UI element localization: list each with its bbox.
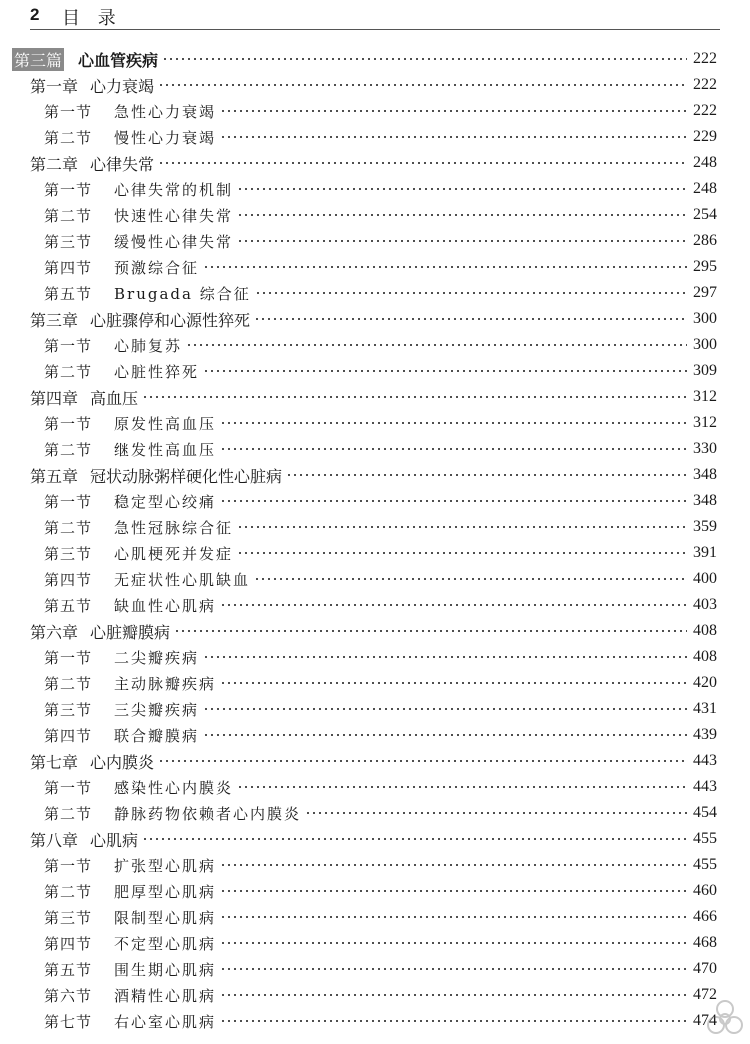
dot-leader (174, 630, 687, 632)
dot-leader (220, 500, 687, 502)
entry-number: 第二节 (44, 518, 93, 537)
dot-leader (237, 188, 687, 190)
dot-leader (220, 448, 687, 450)
entry-title: 继发性高血压 (114, 440, 217, 459)
entry-number: 第七章 (30, 752, 79, 772)
entry-page-number: 300 (693, 310, 717, 327)
entry-title: 急性心力衰竭 (114, 102, 217, 121)
entry-number: 第二节 (44, 128, 93, 147)
entry-title: Brugada 综合征 (114, 284, 251, 303)
entry-number: 第二节 (44, 362, 93, 381)
dot-leader (220, 422, 687, 424)
entry-page-number: 403 (693, 596, 717, 613)
dot-leader (237, 552, 687, 554)
dot-leader (220, 916, 687, 918)
entry-page-number: 468 (693, 934, 717, 951)
dot-leader (237, 214, 687, 216)
toc-entry-chapter (0, 748, 750, 774)
entry-number: 第五节 (44, 596, 93, 615)
header-title: 目 录 (62, 8, 122, 29)
entry-page-number: 391 (693, 544, 717, 561)
entry-page-number: 431 (693, 700, 717, 717)
toc-entry-chapter (0, 72, 750, 98)
toc-entry-section (0, 436, 750, 462)
entry-title: 二尖瓣疾病 (114, 648, 200, 667)
entry-title: 扩张型心肌病 (114, 856, 217, 875)
entry-page-number: 460 (693, 882, 717, 899)
dot-leader (158, 162, 687, 164)
dot-leader (237, 526, 687, 528)
toc-entry-section (0, 930, 750, 956)
toc-entry-section (0, 280, 750, 306)
dot-leader (220, 942, 687, 944)
dot-leader (142, 396, 687, 398)
entry-page-number: 222 (693, 102, 717, 119)
entry-page-number: 400 (693, 570, 717, 587)
entry-page-number: 222 (693, 76, 717, 93)
toc-entry-section (0, 410, 750, 436)
entry-number: 第一节 (44, 180, 93, 199)
toc-entry-section (0, 176, 750, 202)
toc-entry-section (0, 592, 750, 618)
entry-title: 无症状性心肌缺血 (114, 570, 251, 589)
entry-title: 快速性心律失常 (114, 206, 234, 225)
entry-number: 第一节 (44, 414, 93, 433)
entry-title: 心力衰竭 (90, 76, 155, 96)
entry-title: 预激综合征 (114, 258, 200, 277)
entry-page-number: 455 (693, 830, 717, 847)
entry-title: 酒精性心肌病 (114, 986, 217, 1005)
entry-title: 心律失常 (90, 154, 155, 174)
dot-leader (142, 838, 687, 840)
entry-page-number: 439 (693, 726, 717, 743)
entry-number: 第三节 (44, 232, 93, 251)
entry-title: 心肌病 (90, 830, 139, 850)
entry-page-number: 330 (693, 440, 717, 457)
dot-leader (220, 864, 687, 866)
entry-number: 第四节 (44, 570, 93, 589)
entry-number: 第一章 (30, 76, 79, 96)
entry-page-number: 348 (693, 492, 717, 509)
dot-leader (203, 734, 687, 736)
entry-page-number: 443 (693, 778, 717, 795)
entry-page-number: 229 (693, 128, 717, 145)
entry-page-number: 443 (693, 752, 717, 769)
toc-entry-section (0, 696, 750, 722)
entry-page-number: 286 (693, 232, 717, 249)
entry-page-number: 312 (693, 388, 717, 405)
page-header (30, 2, 720, 30)
entry-title: 感染性心内膜炎 (114, 778, 234, 797)
dot-leader (237, 786, 687, 788)
toc-entry-section (0, 800, 750, 826)
toc-entry-chapter (0, 384, 750, 410)
entry-number: 第一节 (44, 102, 93, 121)
entry-number: 第一节 (44, 856, 93, 875)
dot-leader (254, 318, 687, 320)
toc-entry-section (0, 774, 750, 800)
toc-entry-chapter (0, 618, 750, 644)
entry-page-number: 454 (693, 804, 717, 821)
entry-title: 心脏性猝死 (114, 362, 200, 381)
entry-number: 第二节 (44, 804, 93, 823)
entry-number: 第一节 (44, 492, 93, 511)
dot-leader (158, 760, 687, 762)
toc-entry-section (0, 358, 750, 384)
dot-leader (237, 240, 687, 242)
toc-entry-section (0, 852, 750, 878)
dot-leader (220, 136, 687, 138)
toc-entry-chapter (0, 150, 750, 176)
entry-title: 静脉药物依赖者心内膜炎 (114, 804, 302, 823)
entry-page-number: 295 (693, 258, 717, 275)
toc-entry-section (0, 644, 750, 670)
entry-title: 不定型心肌病 (114, 934, 217, 953)
entry-title: 心律失常的机制 (114, 180, 234, 199)
entry-number: 第五节 (44, 960, 93, 979)
entry-title: 肥厚型心肌病 (114, 882, 217, 901)
toc-entry-section (0, 982, 750, 1008)
entry-number: 第二节 (44, 440, 93, 459)
dot-leader (286, 474, 687, 476)
dot-leader (162, 58, 687, 60)
dot-leader (220, 890, 687, 892)
entry-number: 第四章 (30, 388, 79, 408)
toc-entry-section (0, 956, 750, 982)
entry-page-number: 359 (693, 518, 717, 535)
entry-number: 第三节 (44, 908, 93, 927)
entry-title: 限制型心肌病 (114, 908, 217, 927)
entry-number: 第三节 (44, 700, 93, 719)
entry-title: 心内膜炎 (90, 752, 155, 772)
toc-entry-chapter (0, 306, 750, 332)
entry-title: 围生期心肌病 (114, 960, 217, 979)
entry-number: 第四节 (44, 934, 93, 953)
dot-leader (203, 266, 687, 268)
entry-page-number: 455 (693, 856, 717, 873)
entry-title: 主动脉瓣疾病 (114, 674, 217, 693)
entry-page-number: 222 (693, 50, 717, 67)
entry-number: 第二节 (44, 674, 93, 693)
dot-leader (220, 1020, 687, 1022)
toc-entry-section (0, 488, 750, 514)
toc-entry-section (0, 878, 750, 904)
toc-entry-chapter (0, 826, 750, 852)
entry-number: 第二章 (30, 154, 79, 174)
entry-number: 第七节 (44, 1012, 93, 1031)
dot-leader (305, 812, 687, 814)
dot-leader (220, 682, 687, 684)
entry-number: 第六节 (44, 986, 93, 1005)
entry-title: 心肺复苏 (114, 336, 183, 355)
entry-page-number: 248 (693, 154, 717, 171)
entry-number: 第四节 (44, 258, 93, 277)
entry-number: 第三篇 (12, 48, 64, 71)
entry-number: 第二节 (44, 206, 93, 225)
entry-title: 原发性高血压 (114, 414, 217, 433)
entry-page-number: 408 (693, 622, 717, 639)
dot-leader (186, 344, 687, 346)
toc-entry-section (0, 254, 750, 280)
entry-number: 第二节 (44, 882, 93, 901)
toc-entry-part (0, 46, 750, 72)
toc-entry-section (0, 514, 750, 540)
toc-entry-section (0, 566, 750, 592)
entry-number: 第三节 (44, 544, 93, 563)
toc-entry-chapter (0, 462, 750, 488)
entry-page-number: 420 (693, 674, 717, 691)
dot-leader (220, 968, 687, 970)
biohazard-icon (704, 998, 746, 1040)
entry-page-number: 466 (693, 908, 717, 925)
entry-page-number: 474 (693, 1012, 717, 1029)
dot-leader (254, 578, 687, 580)
dot-leader (203, 708, 687, 710)
toc-entry-section (0, 540, 750, 566)
entry-title: 三尖瓣疾病 (114, 700, 200, 719)
dot-leader (220, 994, 687, 996)
entry-page-number: 312 (693, 414, 717, 431)
entry-number: 第六章 (30, 622, 79, 642)
entry-number: 第五节 (44, 284, 93, 303)
entry-page-number: 309 (693, 362, 717, 379)
entry-title: 高血压 (90, 388, 139, 408)
entry-number: 第四节 (44, 726, 93, 745)
entry-page-number: 300 (693, 336, 717, 353)
entry-page-number: 472 (693, 986, 717, 1003)
entry-number: 第五章 (30, 466, 79, 486)
toc-entry-section (0, 202, 750, 228)
entry-title: 急性冠脉综合征 (114, 518, 234, 537)
entry-page-number: 297 (693, 284, 717, 301)
entry-title: 联合瓣膜病 (114, 726, 200, 745)
entry-title: 心血管疾病 (78, 50, 159, 70)
dot-leader (203, 656, 687, 658)
entry-title: 稳定型心绞痛 (114, 492, 217, 511)
entry-number: 第三章 (30, 310, 79, 330)
entry-page-number: 254 (693, 206, 717, 223)
page-number: 2 (30, 5, 40, 24)
dot-leader (220, 604, 687, 606)
entry-page-number: 470 (693, 960, 717, 977)
entry-number: 第一节 (44, 648, 93, 667)
toc-entry-section (0, 124, 750, 150)
entry-title: 缺血性心肌病 (114, 596, 217, 615)
entry-number: 第一节 (44, 336, 93, 355)
dot-leader (158, 84, 687, 86)
toc-entry-section (0, 670, 750, 696)
entry-number: 第八章 (30, 830, 79, 850)
entry-title: 心脏骤停和心源性猝死 (90, 310, 251, 330)
entry-number: 第一节 (44, 778, 93, 797)
toc-entry-section (0, 332, 750, 358)
entry-title: 心肌梗死并发症 (114, 544, 234, 563)
dot-leader (220, 110, 687, 112)
entry-title: 缓慢性心律失常 (114, 232, 234, 251)
toc-entry-section (0, 904, 750, 930)
entry-title: 冠状动脉粥样硬化性心脏病 (90, 466, 283, 486)
entry-page-number: 408 (693, 648, 717, 665)
entry-page-number: 248 (693, 180, 717, 197)
toc-entry-section (0, 1008, 750, 1034)
entry-title: 右心室心肌病 (114, 1012, 217, 1031)
toc-entry-section (0, 98, 750, 124)
toc-entry-section (0, 228, 750, 254)
dot-leader (203, 370, 687, 372)
toc-entry-section (0, 722, 750, 748)
entry-title: 慢性心力衰竭 (114, 128, 217, 147)
entry-title: 心脏瓣膜病 (90, 622, 171, 642)
dot-leader (255, 292, 687, 294)
entry-page-number: 348 (693, 466, 717, 483)
